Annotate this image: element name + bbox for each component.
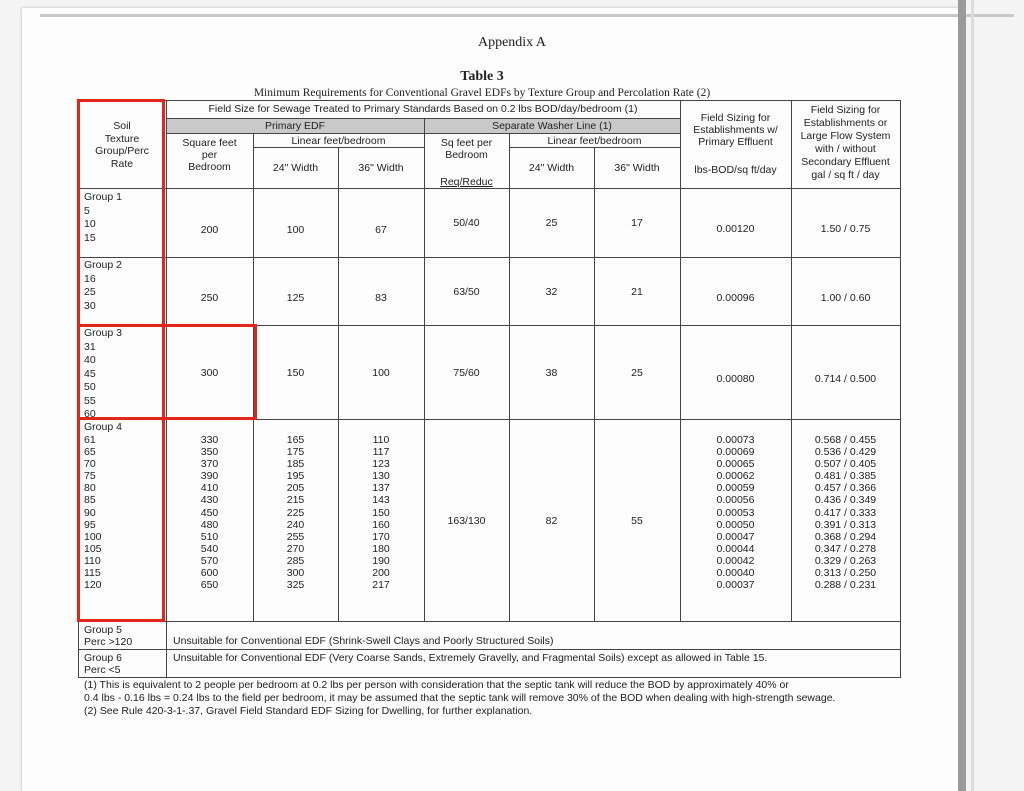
group4-w36-cell: 170 [372, 530, 390, 543]
width-36-header-1: 36" Width [358, 162, 404, 174]
group4-gal-cell: 0.347 / 0.278 [814, 542, 877, 555]
group4-bod-cell: 0.00053 [716, 506, 755, 519]
group4-w36-cell: 123 [372, 458, 390, 471]
group4-w24-cell: 270 [286, 542, 305, 555]
group4-bod-cell: 0.00044 [716, 542, 755, 555]
group4-w24-cell: 325 [286, 579, 305, 592]
group1-washer-sqft: 50/40 [453, 217, 480, 229]
footnote-1b: 0.4 lbs - 0.16 lbs = 0.24 lbs to the field per bedroom, it may be assumed that the septic tank will remove 30% of the BOD when dealing with high-strength sewage. [84, 692, 836, 704]
group4-rates-cell: 85 [84, 494, 96, 507]
group4-bod-cell: 0.00050 [716, 518, 755, 531]
group4-rates-cell: 70 [84, 458, 96, 471]
width-24-header-1: 24" Width [272, 162, 319, 174]
group4-sqft-cell: 370 [200, 458, 219, 471]
group1-washer-w36: 17 [631, 217, 643, 229]
field-sizing-large-header: Field Sizing for Establishments or Large Flow System with / without Secondary Effluent gal / sq ft / day [800, 104, 891, 181]
group4-rates-cell: 120 [84, 579, 102, 592]
group4-washer-w24: 82 [545, 515, 558, 527]
group4-gal-cell: 0.481 / 0.385 [814, 470, 877, 483]
footnote-2: (2) See Rule 420-3-1-.37, Gravel Field Standard EDF Sizing for Dwelling, for further explanation. [84, 705, 533, 717]
group1-washer-w24: 25 [545, 217, 558, 229]
rule [78, 257, 901, 258]
group4-gal-cell: 0.417 / 0.333 [814, 506, 877, 519]
group4-w24-cell: 165 [286, 434, 305, 446]
group4-sqft-cell: 430 [200, 494, 219, 507]
rule [78, 621, 901, 622]
group4-sqft-cell: 480 [200, 518, 219, 531]
width-36-header-2: 36" Width [614, 162, 660, 174]
group2-bod: 0.00096 [716, 292, 755, 304]
group2-w24: 125 [286, 292, 305, 304]
group4-w36-cell: 217 [372, 579, 390, 592]
group4-sqft-cell: 570 [200, 554, 219, 567]
scan-right-edge [958, 0, 966, 791]
width-24-header-2: 24" Width [528, 162, 575, 174]
group4-w24-cell: 240 [286, 518, 305, 531]
group4-rates-cell: 100 [84, 530, 102, 543]
group4-gal-cell: 0.368 / 0.294 [814, 530, 877, 543]
group4-rates-cell: 61 [84, 434, 96, 446]
group3-washer-w36: 25 [631, 367, 643, 379]
group4-gal-cell: 0.457 / 0.366 [814, 482, 877, 495]
group4-rates-cell: 65 [84, 446, 96, 459]
group4-rates-cell: 95 [84, 518, 96, 531]
group4-w24-cell: 205 [286, 482, 305, 495]
group4-sqft-cell: 600 [200, 567, 219, 580]
group2-washer-sqft: 63/50 [453, 286, 480, 298]
sqft-bedroom-header: Square feet per Bedroom [182, 137, 237, 173]
footnote-1a: (1) This is equivalent to 2 people per bedroom at 0.2 lbs per person with consideration that the septic tank will reduce the BOD by approximately 40% or [84, 679, 789, 691]
group4-w24-cell: 225 [286, 506, 305, 519]
scan-right-edge-light [971, 0, 974, 791]
group4-rates-cell: 110 [84, 554, 101, 567]
group5-label: Group 5 Perc >120 [84, 624, 133, 648]
group4-bod-cell: 0.00037 [716, 579, 755, 592]
group4-bod [680, 434, 791, 591]
group4-sqft [166, 434, 253, 591]
group2-gal: 1.00 / 0.60 [820, 292, 871, 304]
group4-w24-cell: 215 [286, 494, 305, 507]
group4-w36-cell: 110 [372, 434, 390, 446]
group4-bod-cell: 0.00040 [716, 567, 755, 580]
group4-w24-cell: 255 [286, 530, 305, 543]
group2-washer-w24: 32 [545, 286, 558, 298]
soil-header: Soil Texture Group/Perc Rate [95, 120, 149, 170]
group4-rates-cell: 75 [84, 470, 96, 483]
group4-sqft-cell: 510 [200, 530, 219, 543]
group4-w36-cell: 200 [372, 567, 390, 580]
group4-rates-cell: 80 [84, 482, 96, 495]
group4-w36-cell: 150 [372, 506, 390, 519]
group4-washer-sqft: 163/130 [447, 515, 486, 527]
group4-w36-cell: 137 [372, 482, 390, 495]
group4-rates-cell: 115 [84, 567, 101, 580]
rule [166, 621, 167, 677]
group4-gal-cell: 0.329 / 0.263 [814, 554, 877, 567]
sqft-per-bedroom-header: Sq feet per Bedroom [440, 137, 493, 161]
group4-bod-cell: 0.00047 [716, 530, 755, 543]
lbs-bod-header: lbs-BOD/sq ft/day [694, 164, 777, 176]
group4-gal-cell: 0.436 / 0.349 [814, 494, 877, 507]
group1-w24: 100 [286, 224, 305, 236]
group3-label: Group 3 31 40 45 50 55 60 [84, 327, 122, 417]
rule [900, 100, 901, 678]
group4-gal [791, 434, 900, 591]
linear-feet-header-1: Linear feet/bedroom [291, 135, 386, 147]
group4-washer-w36: 55 [631, 515, 643, 527]
group1-w36: 67 [375, 224, 387, 236]
group4-bod-cell: 0.00065 [716, 458, 755, 471]
group4-gal-cell: 0.391 / 0.313 [814, 518, 877, 531]
group4-gal-cell: 0.507 / 0.405 [814, 458, 877, 471]
footnotes [84, 679, 835, 718]
group4-bod-cell: 0.00059 [716, 482, 755, 495]
field-sizing-primary-header: Field Sizing for Establishments w/ Primary Effluent [693, 112, 778, 148]
group4-bod-cell: 0.00069 [716, 446, 755, 459]
group4-sqft-cell: 330 [200, 434, 219, 446]
group1-sqft: 200 [200, 224, 219, 236]
group3-gal: 0.714 / 0.500 [814, 373, 877, 385]
group4-w36 [338, 434, 424, 591]
group4-sqft-cell: 650 [200, 579, 219, 592]
primary-edf-header: Primary EDF [264, 120, 326, 132]
group2-w36: 83 [375, 292, 387, 304]
group6-text: Unsuitable for Conventional EDF (Very Coarse Sands, Extremely Gravelly, and Fragmental Soils) except as allowed in Table 15. [173, 652, 768, 664]
group3-bod: 0.00080 [716, 373, 755, 385]
group4-bod-cell: 0.00042 [716, 554, 755, 567]
group4-sqft-cell: 350 [200, 446, 219, 459]
group4-w24-cell: 300 [286, 567, 305, 580]
rule [78, 188, 901, 189]
group4-gal-cell: 0.568 / 0.455 [814, 434, 877, 446]
linear-feet-header-2: Linear feet/bedroom [547, 135, 642, 147]
group4-w24-cell: 285 [286, 554, 305, 567]
group6-label: Group 6 Perc <5 [84, 652, 122, 676]
table-title: Table 3 [460, 69, 504, 84]
group4-w24 [253, 434, 338, 591]
req-reduc-header: Req/Reduc [440, 176, 493, 188]
group2-label: Group 2 16 25 30 [84, 259, 122, 312]
group3-washer-w24: 38 [545, 367, 558, 379]
separate-washer-header: Separate Washer Line (1) [492, 120, 612, 132]
group4-label: Group 4 [84, 421, 122, 433]
rule [78, 677, 901, 678]
group1-bod: 0.00120 [716, 223, 755, 235]
group4-gal-cell: 0.536 / 0.429 [814, 446, 877, 459]
group4-bod-cell: 0.00073 [716, 434, 755, 446]
group4-w36-cell: 130 [372, 470, 390, 483]
group3-sqft: 300 [200, 367, 219, 379]
group5-text: Unsuitable for Conventional EDF (Shrink-Swell Clays and Poorly Structured Soils) [173, 635, 554, 647]
group4-gal-cell: 0.313 / 0.250 [814, 567, 877, 580]
group4-sqft-cell: 390 [200, 470, 219, 483]
group4-sqft-cell: 540 [200, 542, 219, 555]
highlight-group3-sqft [77, 324, 257, 420]
appendix-heading: Appendix A [477, 35, 547, 50]
scan-top-edge [40, 14, 1014, 17]
group2-washer-w36: 21 [631, 286, 643, 298]
group4-sqft-cell: 410 [200, 482, 219, 495]
group1-label: Group 1 5 10 15 [84, 191, 122, 244]
rule [78, 649, 901, 650]
group4-w24-cell: 195 [286, 470, 305, 483]
group2-sqft: 250 [200, 292, 219, 304]
rule [166, 133, 680, 134]
group4-w36-cell: 143 [372, 494, 390, 507]
group4-w36-cell: 117 [372, 446, 390, 459]
group4-w36-cell: 180 [372, 542, 390, 555]
group3-w24: 150 [286, 367, 305, 379]
group4-bod-cell: 0.00056 [716, 494, 755, 507]
group3-washer-sqft: 75/60 [453, 367, 480, 379]
group4-w36-cell: 160 [372, 518, 390, 531]
group4-w36-cell: 190 [372, 554, 390, 567]
group4-w24-cell: 185 [286, 458, 305, 471]
group4-w24-cell: 175 [286, 446, 305, 459]
group3-w36: 100 [372, 367, 390, 379]
group1-gal: 1.50 / 0.75 [820, 223, 871, 235]
rule [78, 100, 901, 101]
table-subtitle: Minimum Requirements for Conventional Gravel EDFs by Texture Group and Percolation Rate (2) [253, 87, 711, 99]
group4-rates-cell: 105 [84, 542, 102, 555]
group4-gal-cell: 0.288 / 0.231 [814, 579, 877, 592]
group4-sqft-cell: 450 [200, 506, 219, 519]
rule [166, 118, 680, 119]
group4-rates-cell: 90 [84, 506, 96, 519]
field-size-header: Field Size for Sewage Treated to Primary Standards Based on 0.2 lbs BOD/day/bedroom (1) [208, 103, 638, 115]
group4-bod-cell: 0.00062 [716, 470, 755, 483]
